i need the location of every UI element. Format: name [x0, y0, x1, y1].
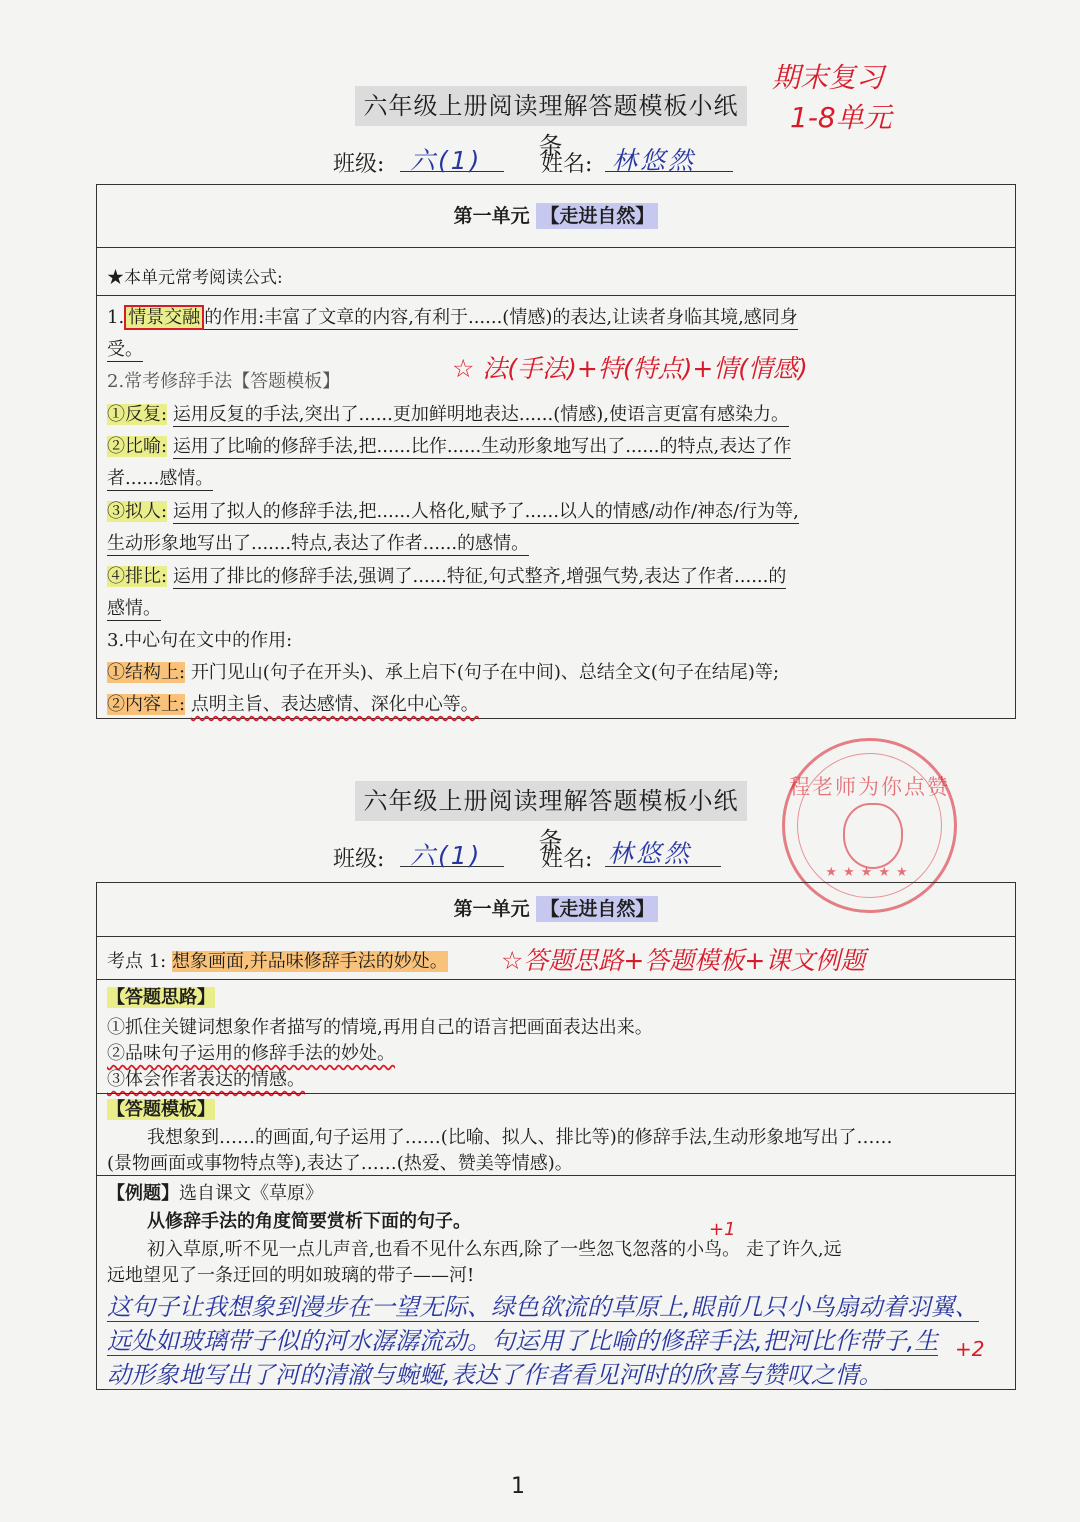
kaodian-hand-note: ☆答题思路+答题模板+课文例题	[501, 946, 866, 975]
silu-item-text: ②品味句子运用的修辞手法的妙处。	[107, 1043, 395, 1064]
silu-heading-text: 【答题思路】	[107, 987, 215, 1008]
center-content	[107, 690, 1009, 716]
kaodian-label: 考点 1:	[107, 951, 167, 972]
r4-cont: 感情。	[107, 598, 161, 619]
unit-theme: 【走进自然】	[536, 203, 658, 229]
r4-label: ④排比:	[107, 566, 168, 587]
center-structure	[107, 658, 1009, 684]
rhetoric-personification-cont	[107, 529, 1009, 555]
silu-item-text: ③体会作者表达的情感。	[107, 1069, 305, 1090]
divider	[97, 1175, 1015, 1176]
score-mark: +1	[709, 1219, 736, 1240]
kaodian-text: 想象画面,并品味修辞手法的妙处。	[171, 951, 448, 972]
unit-theme: 【走进自然】	[536, 896, 658, 922]
rhetoric-repetition	[107, 400, 1009, 426]
sheet2-title: 六年级上册阅读理解答题模板小纸条	[355, 781, 747, 821]
p2-heading: 2.常考修辞手法【答题模板】	[107, 371, 341, 392]
p1-term: 情景交融	[124, 305, 204, 330]
answer-line	[107, 1355, 883, 1390]
rhetoric-parallelism-cont	[107, 594, 1009, 620]
muban-line: 我想象到……的画面,句子运用了……(比喻、拟人、排比等)的修辞手法,生动形象地写出了……	[147, 1127, 893, 1148]
c1-text: 开门见山(句子在开头)、承上启下(句子在中间)、总结全文(句子在结尾)等;	[190, 662, 780, 683]
answer-text: 动形象地写出了河的清澈与蜿蜒,表达了作者看见河时的欣喜与赞叹之情。	[107, 1361, 883, 1389]
silu-item: ①抓住关键词想象作者描写的情境,再用自己的语言把画面表达出来。	[107, 1017, 653, 1038]
p1-num: 1.	[107, 307, 125, 328]
muban-heading	[107, 1095, 1009, 1121]
margin-note-line2: 1-8单元	[790, 101, 892, 134]
sheet2-name-label: 姓名:	[541, 847, 593, 872]
r1-text: 运用反复的手法,突出了......更加鲜明地表达......(情感),使语言更富有感染力。	[172, 404, 789, 425]
rhetoric-metaphor-cont	[107, 464, 1009, 490]
silu-item	[107, 1039, 1009, 1065]
example-question: 从修辞手法的角度简要赏析下面的句子。	[147, 1211, 471, 1232]
rhetoric-parallelism	[107, 562, 1009, 588]
formula-heading: ★本单元常考阅读公式:	[107, 268, 283, 288]
r2-text: 运用了比喻的修辞手法,把......比作......生动形象地写出了......的特点,表达了作	[172, 436, 792, 457]
example-label: 【例题】	[107, 1183, 179, 1204]
unit-name: 第一单元	[453, 205, 530, 227]
sheet1-title: 六年级上册阅读理解答题模板小纸条	[355, 86, 747, 126]
divider	[97, 295, 1015, 296]
sheet2-class-value: 六(1)	[410, 841, 483, 870]
r3-label: ③拟人:	[107, 501, 168, 522]
rhetoric-metaphor	[107, 432, 1009, 458]
example-line	[107, 1179, 1009, 1205]
sheet2-class-label: 班级:	[333, 847, 385, 872]
example-source: 选自课文《草原》	[179, 1183, 323, 1204]
sheet2-unit-header	[97, 883, 1015, 937]
stamp-face-icon	[843, 803, 903, 869]
page-number: 1	[511, 1474, 525, 1499]
passage-line: 远地望见了一条迂回的明如玻璃的带子——河!	[107, 1265, 475, 1286]
answer-line	[107, 1287, 979, 1322]
answer-text: 远处如玻璃带子似的河水潺潺流动。句运用了比喻的修辞手法,把河比作带子,生	[107, 1327, 939, 1355]
answer-text: 这句子让我想象到漫步在一望无际、绿色欲流的草原上,眼前几只小鸟扇动着羽翼、	[107, 1293, 979, 1321]
score-mark: +2	[955, 1337, 985, 1361]
p1-line	[107, 303, 1009, 329]
stamp-stars-icon: ★★★★★	[825, 865, 914, 880]
sheet1-unit-header	[97, 185, 1015, 248]
r2-label: ②比喻:	[107, 436, 168, 457]
sheet1-name-value: 林悠然	[612, 146, 697, 175]
silu-item	[107, 1065, 1009, 1091]
sheet2-box	[96, 882, 1016, 1390]
r1-label: ①反复:	[107, 404, 168, 425]
stamp-text: 程老师为你点赞	[789, 775, 950, 799]
silu-heading	[107, 983, 1009, 1009]
answer-line	[107, 1321, 938, 1356]
r4-text: 运用了排比的修辞手法,强调了......特征,句式整齐,增强气势,表达了作者......的	[172, 566, 787, 587]
r2-cont: 者......感情。	[107, 468, 214, 489]
p1-text: 的作用:丰富了文章的内容,有利于......(情感)的表达,让读者身临其境,感同身	[204, 307, 798, 328]
c2-text: 点明主旨、表达感情、深化中心等。	[190, 694, 479, 715]
divider	[97, 1093, 1015, 1094]
r3-cont: 生动形象地写出了.......特点,表达了作者......的感情。	[107, 533, 530, 554]
rhetoric-personification	[107, 497, 1009, 523]
c2-label: ②内容上:	[107, 694, 186, 715]
margin-note-line1: 期末复习	[772, 61, 885, 94]
muban-line: (景物画面或事物特点等),表达了……(热爱、赞美等情感)。	[107, 1153, 573, 1174]
sheet1-box	[96, 184, 1016, 719]
sheet1-class-value: 六(1)	[410, 146, 483, 175]
margin-note	[772, 58, 892, 138]
p1-cont-text: 受。	[107, 339, 143, 360]
sheet1-class-label: 班级:	[333, 152, 385, 177]
c1-label: ①结构上:	[107, 662, 186, 683]
divider	[97, 979, 1015, 980]
p3-heading: 3.中心句在文中的作用:	[107, 630, 293, 651]
muban-heading-text: 【答题模板】	[107, 1099, 215, 1120]
sheet1-name-label: 姓名:	[541, 152, 593, 177]
sheet2-name-value: 林悠然	[608, 839, 693, 868]
passage-line: 初入草原,听不见一点儿声音,也看不见什么东西,除了一些忽飞忽落的小鸟。 走了许久,远	[147, 1239, 842, 1260]
r3-text: 运用了拟人的修辞手法,把......人格化,赋予了......以人的情感/动作/神态/行为等,	[172, 501, 799, 522]
hand-formula-note: ☆ 法(手法)+特(特点)+情(情感)	[452, 354, 808, 383]
unit-name: 第一单元	[453, 898, 530, 920]
